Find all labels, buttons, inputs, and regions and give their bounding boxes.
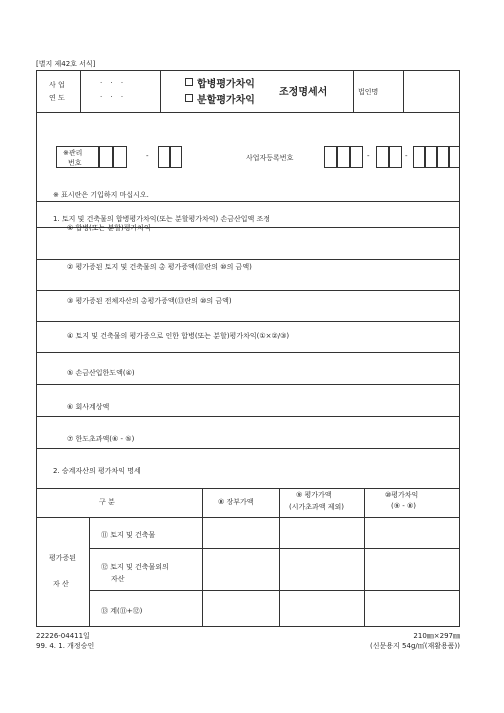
business-year-end: · · · (100, 93, 127, 101)
category-header: 구 분 (99, 498, 115, 506)
section-2-title: 2. 승계자산의 평가차익 명세 (53, 467, 141, 475)
item-5-label: ⑤ 손금산입한도액(④) (67, 369, 135, 377)
biz-reg-cell[interactable] (389, 146, 402, 168)
row-total: ⑬ 계(⑪+⑫) (101, 607, 143, 615)
section-1-title: 1. 토지 및 건축물의 합병평가차익(또는 분할평가차익) 손금산입액 조정 (53, 215, 271, 223)
dash: - (405, 152, 408, 160)
row-other-assets: ⑫ 토지 및 건축물외의 (101, 563, 169, 571)
split-checkbox[interactable] (185, 94, 193, 102)
business-year-start: · · · (100, 79, 127, 87)
business-year-label: 사 업 (49, 81, 65, 89)
biz-reg-cell[interactable] (425, 146, 437, 168)
biz-reg-cell[interactable] (337, 146, 350, 168)
eval-diff-header-sub: (⑨ - ⑧) (391, 502, 416, 510)
eval-value-header: ⑨ 평가가액 (296, 491, 332, 499)
biz-reg-cell[interactable] (413, 146, 425, 168)
item-4-label: ④ 토지 및 건축물의 평가증으로 인한 합병(또는 분할)평가차익(①×②/③) (67, 332, 290, 340)
merge-option-label: 합병평가차익 (197, 79, 255, 90)
management-number-cell[interactable] (113, 146, 127, 168)
biz-reg-cell[interactable] (376, 146, 389, 168)
item-3-label: ③ 평가증된 전체자산의 총평가증액(⑬란의 ⑩의 금액) (67, 297, 232, 305)
revalued-assets-label: 자 산 (53, 580, 69, 588)
approval-date: 99. 4. 1. 개정승인 (36, 642, 95, 650)
business-year-label: 연 도 (49, 94, 65, 102)
biz-reg-cell[interactable] (350, 146, 363, 168)
paper-size: 210㎜×297㎜ (413, 632, 460, 640)
form-number: [별지 제42호 서식] (36, 60, 96, 68)
item-1-label: ① 합병(또는 분할)평가차익 (67, 224, 151, 232)
management-number-label: ※관리 (63, 149, 83, 157)
paper-spec: (신문용지 54g/㎡(재활용품)) (370, 642, 460, 650)
dash: - (146, 152, 149, 160)
corporation-name-label: 법인명 (358, 88, 379, 96)
row-land-buildings: ⑪ 토지 및 건축물 (101, 531, 156, 539)
item-7-label: ⑦ 한도초과액(⑥ - ⑤) (67, 435, 135, 443)
biz-reg-cell[interactable] (449, 146, 460, 168)
document-title: 조정명세서 (279, 87, 328, 98)
management-number-cell[interactable] (170, 146, 182, 168)
item-6-label: ⑥ 회사계상액 (67, 403, 110, 411)
dash: - (367, 152, 370, 160)
management-number-cell[interactable] (99, 146, 113, 168)
business-registration-label: 사업자등록번호 (246, 154, 294, 162)
split-option-label: 분할평가차익 (197, 95, 255, 106)
biz-reg-cell[interactable] (324, 146, 337, 168)
management-number-label: 번호 (68, 159, 82, 167)
notice-text: ※ 표시란은 기입하지 마십시오. (53, 191, 149, 199)
form-code: 22226-04411일 (36, 632, 90, 640)
book-value-header: ⑧ 장부가액 (218, 498, 254, 506)
eval-diff-header: ⑩평가차익 (385, 491, 419, 499)
merge-checkbox[interactable] (185, 78, 193, 86)
management-number-cell[interactable] (158, 146, 170, 168)
eval-value-header-sub: (시가초과액 제외) (289, 503, 345, 511)
biz-reg-cell[interactable] (437, 146, 449, 168)
item-2-label: ② 평가증된 토지 및 건축물의 총 평가증액(⑪란의 ⑩의 금액) (67, 263, 252, 271)
revalued-assets-label: 평가증된 (49, 554, 77, 562)
row-other-assets-sub: 자산 (111, 575, 125, 583)
